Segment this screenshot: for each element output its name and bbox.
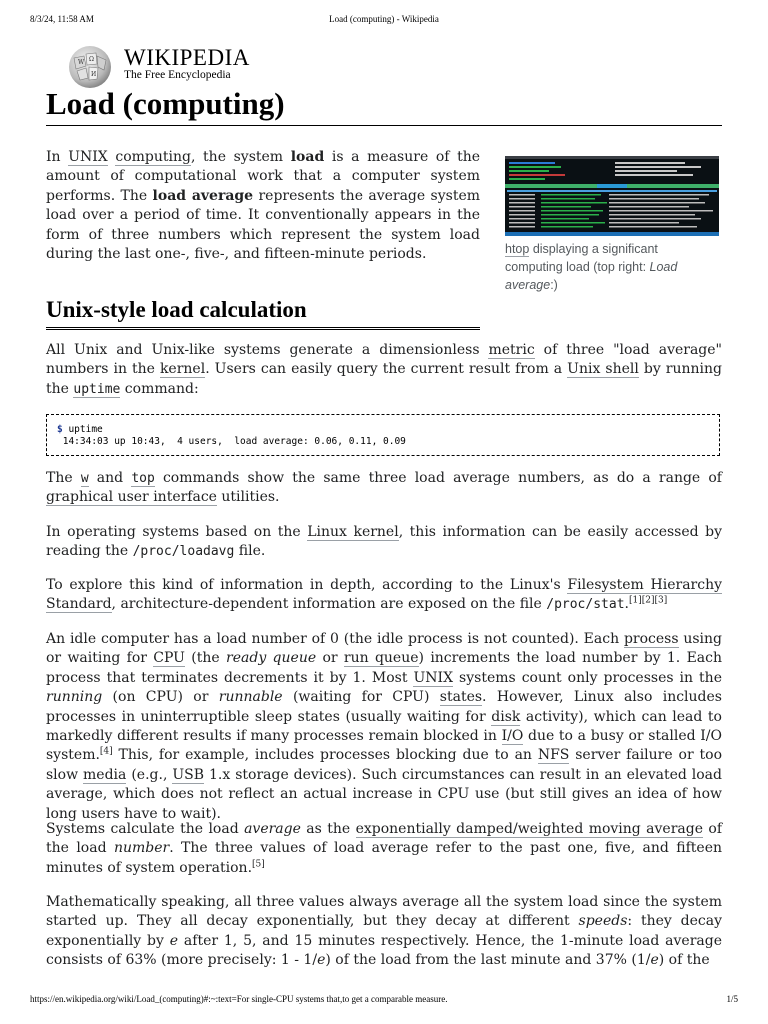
link-media[interactable]: media <box>83 766 127 783</box>
wikipedia-wordmark: WIKIPEDIA <box>124 45 250 70</box>
paragraph-math <box>46 893 722 971</box>
text-run: , architecture-dependent information are exposed on the file <box>111 596 547 613</box>
text-run: Systems calculate the load <box>46 821 245 837</box>
text-run: represents the average system load over a period of time. It conventionally appears in the form of three numbers which represent the system load during the last one-, five-, and fifteen-minute periods. <box>46 187 481 263</box>
text-run: due to a busy or stalled I/O system. <box>46 728 722 764</box>
link-nfs[interactable]: NFS <box>537 747 570 764</box>
text-run: . However, Linux also includes processes in uninterruptible sleep states (usually waiting for <box>46 689 722 725</box>
text-run: . Users can easily query the current result from a <box>205 361 568 378</box>
text-run: An idle computer has a load number of 0 (the idle process is not counted). Each <box>46 631 624 647</box>
text-run: , this information can be easily accessed by reading the <box>46 524 722 560</box>
code-loadavg: /proc/loadavg <box>132 544 235 560</box>
text-run: , the system <box>190 149 291 165</box>
text-run: In operating systems based on the <box>46 524 308 540</box>
text-run: All Unix and Unix-like systems generate a dimensionless <box>46 342 489 358</box>
htop-screenshot-icon <box>505 156 719 236</box>
text-run: ) of the load from the last minute and 37% (1/ <box>325 952 651 969</box>
link-process[interactable]: process <box>623 631 679 647</box>
text-run: is a measure of the amount of computational work that a computer system performs. The <box>46 149 481 204</box>
bold-load-average: load average <box>152 187 254 204</box>
text-run: 1.x storage devices). Such circumstances can result in an elevated load average, which does not reflect an actual increase in CPU use (but still gives an idea of how long users have to wait). <box>46 766 722 822</box>
link-states[interactable]: states <box>439 689 483 706</box>
paragraph-w-top <box>46 469 722 508</box>
text-run: utilities. <box>216 489 280 506</box>
text-run: To explore this kind of information in depth, according to the Linux's <box>46 577 568 593</box>
text-run: (on CPU) or <box>102 689 219 706</box>
paragraph-idle-load <box>46 630 722 824</box>
link-metric[interactable]: metric <box>488 342 535 358</box>
code-block-uptime <box>46 414 720 456</box>
link-computing[interactable]: computing <box>115 149 191 165</box>
text-run: file. <box>234 543 266 560</box>
code-command: uptime <box>62 424 103 435</box>
text-run: commands show the same three load average numbers, as do a range of <box>154 470 722 486</box>
link-gui[interactable]: graphical user interface <box>46 489 217 506</box>
text-run: of the load <box>46 821 723 857</box>
paragraph-fhs <box>46 576 722 615</box>
thumbnail-figure <box>505 156 719 294</box>
italic-run: e <box>317 952 326 969</box>
text-run: by running the <box>46 361 722 397</box>
italic-run: ready queue <box>226 650 317 667</box>
text-run: (waiting for CPU) <box>282 689 440 706</box>
text-run: This, for example, includes processes blocking due to an <box>112 747 538 764</box>
text-run: systems count only processes in the <box>453 669 722 686</box>
code-proc-stat: /proc/stat <box>546 597 625 613</box>
link-top[interactable]: top <box>131 471 155 486</box>
italic-run: e <box>169 932 179 949</box>
text-run: activity), which can lead to markedly different results if many processes remain blocked in <box>46 708 722 745</box>
citation-ref-4[interactable]: [4] <box>99 746 113 757</box>
text-run: or <box>316 650 344 667</box>
italic-run: running <box>46 689 103 706</box>
text-run: as the <box>300 821 356 837</box>
text-run: (the <box>184 650 227 667</box>
svg-text:Ω: Ω <box>89 56 94 63</box>
text-run: of three "load average" numbers in the <box>46 342 722 378</box>
text-run: :) <box>550 278 558 292</box>
thumbnail-caption <box>505 240 719 294</box>
text-run: . The three values of load average refer to the past one, five, and fifteen minutes of system operation. <box>46 840 722 876</box>
bold-load: load <box>290 149 325 165</box>
htop-screenshot-image[interactable] <box>505 156 719 236</box>
section-heading-unix-load: Unix-style load calculation <box>46 295 480 330</box>
citation-refs-1-3[interactable]: [1][2][3] <box>628 595 668 606</box>
intro-paragraph <box>46 148 480 264</box>
italic-run: runnable <box>218 689 283 706</box>
text-run: and <box>88 470 132 486</box>
paragraph-linux-kernel <box>46 523 722 562</box>
paragraph-ema <box>46 820 722 878</box>
text-run: displaying a significant computing load (top right: <box>505 242 658 274</box>
link-ema[interactable]: exponentially damped/weighted moving average <box>355 821 703 837</box>
text-run: In <box>46 149 69 165</box>
paragraph-unix-metric <box>46 341 722 399</box>
text-run: server failure or too slow <box>46 747 723 783</box>
citation-ref-5[interactable]: [5] <box>252 859 265 870</box>
text-run: . <box>624 596 629 613</box>
print-page-title: Load (computing) - Wikipedia <box>329 14 439 24</box>
link-unix[interactable]: UNIX <box>413 669 454 686</box>
text-run: ) increments the load number by 1. Each process that terminates decrements it by 1. Most <box>46 650 723 686</box>
print-url: https://en.wikipedia.org/wiki/Load_(computing)#:~:text=For single-CPU systems that,to get a comparable measure. <box>30 994 448 1004</box>
text-run: command: <box>120 380 199 397</box>
italic-run: e <box>650 952 659 969</box>
wikipedia-tagline: The Free Encyclopedia <box>124 69 231 81</box>
link-disk[interactable]: disk <box>491 708 521 725</box>
text-run: ) of the <box>658 952 710 969</box>
italic-run: average <box>244 821 301 837</box>
link-w[interactable]: w <box>80 471 89 486</box>
link-htop[interactable]: htop <box>505 242 530 256</box>
svg-text:W: W <box>78 59 85 66</box>
svg-text:И: И <box>91 71 97 78</box>
print-header <box>30 14 738 28</box>
link-cpu[interactable]: CPU <box>153 650 185 667</box>
link-uptime[interactable]: uptime <box>73 381 121 397</box>
text-run: The <box>46 470 81 486</box>
link-linux-kernel[interactable]: Linux kernel <box>307 524 399 540</box>
print-datetime: 8/3/24, 11:58 AM <box>30 14 94 24</box>
text-run: after 1, 5, and 15 minutes respectively. Hence, the 1-minute load average consists of 63% (more precisely: 1 - 1/ <box>46 932 723 969</box>
link-fhs[interactable]: Filesystem Hierarchy Standard <box>46 577 722 613</box>
link-unix-shell[interactable]: Unix shell <box>567 361 639 378</box>
italic-run: Load average <box>505 260 678 292</box>
text-run: (e.g., <box>126 766 173 783</box>
print-page-number: 1/5 <box>726 994 738 1004</box>
shell-prompt: $ <box>57 424 63 435</box>
text-run: Mathematically speaking, all three values always average all the system load since the system started up. They all decay exponentially, but they decay at different <box>46 894 722 930</box>
link-io[interactable]: I/O <box>501 728 524 745</box>
text-run: using or waiting for <box>46 631 722 667</box>
italic-run: speeds <box>578 913 628 930</box>
code-output-line: 14:34:03 up 10:43, 4 users, load average: 0.06, 0.11, 0.09 <box>57 436 406 447</box>
link-unix[interactable]: UNIX <box>68 149 108 165</box>
page-title: Load (computing) <box>46 83 722 126</box>
italic-run: number <box>113 840 170 857</box>
link-usb[interactable]: USB <box>172 766 205 783</box>
code-command-line <box>57 424 709 436</box>
text-run: : they decay exponentially by <box>46 913 722 949</box>
link-run-queue[interactable]: run queue <box>343 650 419 667</box>
print-footer <box>30 994 738 1008</box>
link-kernel[interactable]: kernel <box>159 361 206 378</box>
